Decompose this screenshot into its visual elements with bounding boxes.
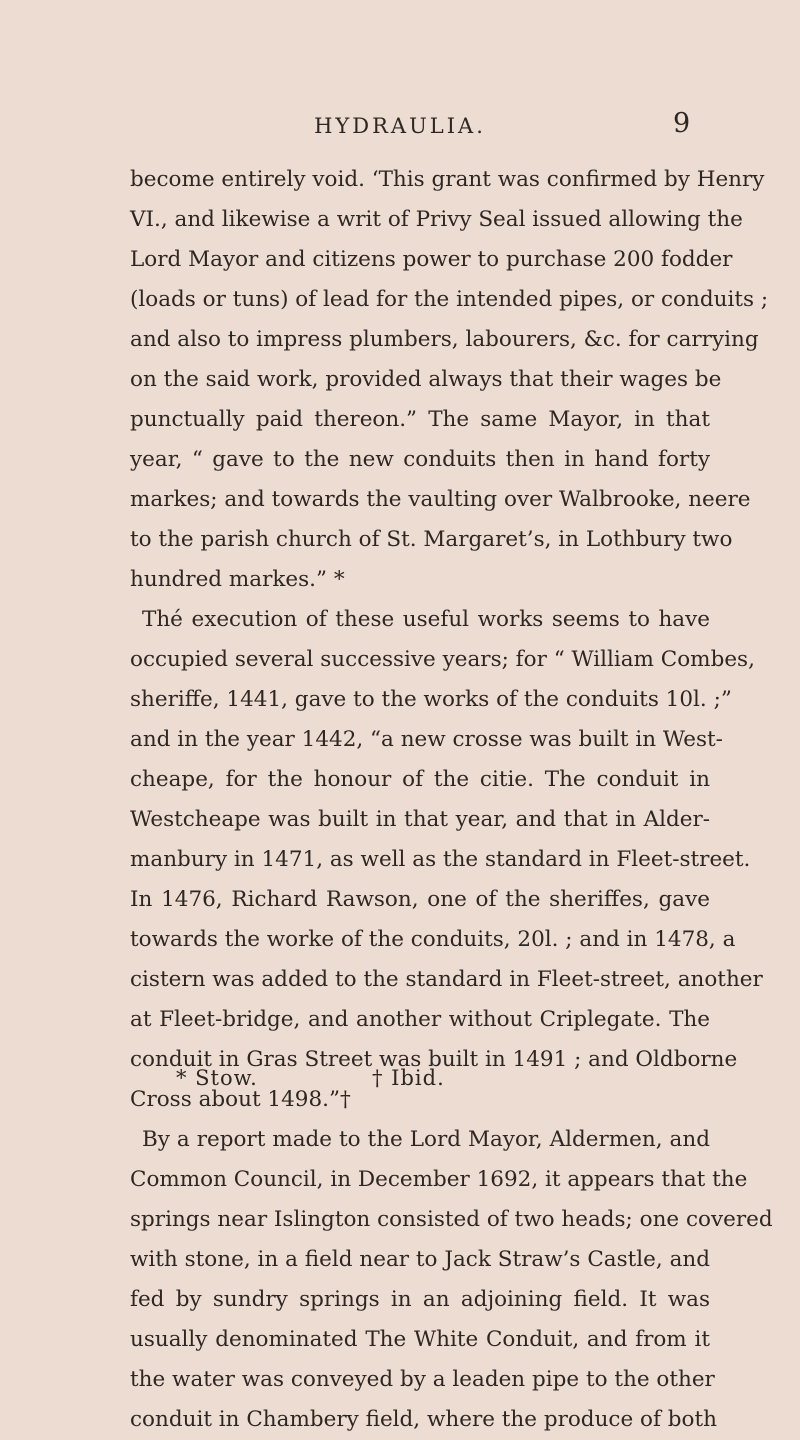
paragraph-start-line: Thé execution of these useful works seems to have	[142, 607, 710, 632]
text-line: Westcheape was built in that year, and that in Alder-	[130, 807, 710, 832]
text-line: springs near Islington consisted of two heads; one covered	[130, 1207, 773, 1232]
text-line: conduit in Gras Street was built in 1491 ; and Oldborne	[130, 1047, 738, 1072]
text-line: fed by sundry springs in an adjoining field. It was	[130, 1287, 710, 1312]
text-line: become entirely void. ‘This grant was confirmed by Henry	[130, 167, 765, 192]
text-line: Lord Mayor and citizens power to purchase 200 fodder	[130, 247, 733, 272]
footnote-ibid: † Ibid.	[372, 1066, 445, 1090]
text-line: hundred markes.” *	[130, 567, 345, 592]
text-line: markes; and towards the vaulting over Walbrooke, neere	[130, 487, 751, 512]
paragraph-start-line: By a report made to the Lord Mayor, Aldermen, and	[142, 1127, 710, 1152]
text-line: occupied several successive years; for “ William Combes,	[130, 647, 755, 672]
text-line: on the said work, provided always that their wages be	[130, 367, 722, 392]
text-line: sheriffe, 1441, gave to the works of the conduits 10l. ;”	[130, 687, 732, 712]
text-line: at Fleet-bridge, and another without Criplegate. The	[130, 1007, 710, 1032]
text-line: to the parish church of St. Margaret’s, in Lothbury two	[130, 527, 733, 552]
text-line: (loads or tuns) of lead for the intended pipes, or conduits ;	[130, 287, 769, 312]
text-line: VI., and likewise a writ of Privy Seal issued allowing the	[130, 207, 743, 232]
text-line: cistern was added to the standard in Fleet-street, another	[130, 967, 763, 992]
text-line: In 1476, Richard Rawson, one of the sheriffes, gave	[130, 887, 710, 912]
page-header	[0, 108, 800, 144]
text-line: punctually paid thereon.” The same Mayor, in that	[130, 407, 710, 432]
text-line: the water was conveyed by a leaden pipe to the other	[130, 1367, 715, 1392]
text-line: conduit in Chambery field, where the produce of both	[130, 1407, 717, 1432]
text-line: usually denominated The White Conduit, and from it	[130, 1327, 710, 1352]
text-line: towards the worke of the conduits, 20l. ; and in 1478, a	[130, 927, 736, 952]
body-text	[130, 160, 773, 1440]
text-line: manbury in 1471, as well as the standard in Fleet-street.	[130, 847, 751, 872]
text-line: with stone, in a field near to Jack Straw’s Castle, and	[130, 1247, 710, 1272]
text-line: Cross about 1498.”†	[130, 1087, 351, 1112]
footnotes	[176, 1066, 636, 1096]
text-line: year, “ gave to the new conduits then in hand forty	[130, 447, 710, 472]
text-line: and also to impress plumbers, labourers, &c. for carrying	[130, 327, 759, 352]
text-line: Common Council, in December 1692, it appears that the	[130, 1167, 748, 1192]
running-title: HYDRAULIA.	[314, 114, 486, 138]
page-number: 9	[673, 108, 691, 139]
text-line: and in the year 1442, “a new crosse was built in West-	[130, 727, 723, 752]
footnote-stow: * Stow.	[176, 1066, 258, 1090]
text-line: cheape, for the honour of the citie. The conduit in	[130, 767, 710, 792]
